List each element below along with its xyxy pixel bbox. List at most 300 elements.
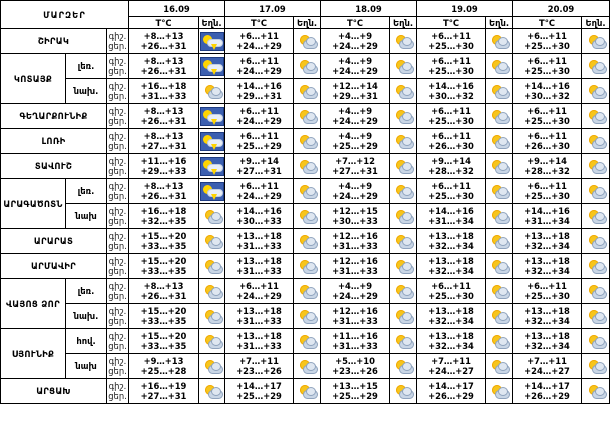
- time-of-day-labels: [107, 29, 129, 54]
- weather-icon-cell: [199, 104, 225, 129]
- time-of-day-labels: [107, 179, 129, 204]
- weather-icon-cell: [294, 329, 321, 354]
- region-name: ՍՅՈՒՆԻՔ: [1, 329, 66, 379]
- night-label: գիշ.: [108, 206, 127, 216]
- date-header: 17.09: [225, 1, 321, 17]
- partly-cloudy-icon: [586, 183, 606, 199]
- region-name: ԱՐՄԱՎԻՐ: [1, 254, 107, 279]
- day-temperature: +30…+33: [332, 216, 378, 226]
- partly-cloudy-icon: [489, 158, 509, 174]
- day-label: ցեր.: [108, 166, 127, 176]
- partly-cloudy-icon: [586, 383, 606, 399]
- night-temperature: +14…+17: [428, 381, 474, 391]
- time-of-day-labels: [107, 229, 129, 254]
- day-temperature: +25…+29: [236, 391, 282, 401]
- weather-icon-cell: [294, 379, 321, 404]
- temperature-column-header: T°C: [513, 17, 582, 29]
- day-temperature: +26…+31: [140, 41, 187, 51]
- partly-cloudy-icon: [489, 33, 509, 49]
- night-temperature: +13…+18: [524, 331, 570, 341]
- day-temperature: +25…+30: [524, 41, 570, 51]
- night-temperature: +11…+16: [140, 156, 187, 166]
- day-temperature: +25…+30: [428, 66, 474, 76]
- day-temperature: +25…+30: [428, 41, 474, 51]
- night-temperature: +12…+16: [332, 256, 378, 266]
- day-temperature: +32…+34: [524, 266, 570, 276]
- region-name: ԱՐՑԱԽ: [1, 379, 107, 404]
- night-temperature: +4…+9: [337, 56, 373, 66]
- temperature-column-header: T°C: [417, 17, 486, 29]
- day-temperature: +24…+29: [332, 66, 378, 76]
- weather-icon-cell: [486, 154, 513, 179]
- temperature-cell: [513, 179, 582, 204]
- night-temperature: +8…+13: [143, 31, 184, 41]
- day-temperature: +25…+30: [524, 191, 570, 201]
- weather-icon-cell: [582, 54, 610, 79]
- day-temperature: +31…+33: [332, 241, 378, 251]
- temperature-cell: [513, 279, 582, 304]
- night-temperature: +13…+18: [236, 331, 282, 341]
- partly-cloudy-icon: [489, 108, 509, 124]
- temperature-cell: [225, 354, 294, 379]
- partly-cloudy-icon: [489, 183, 509, 199]
- region-name: ՎԱՅՈՑ ՁՈՐ: [1, 279, 66, 329]
- night-temperature: +7…+12: [335, 156, 375, 166]
- subregion-label: նախ.: [66, 79, 107, 104]
- partly-cloudy-icon: [489, 383, 509, 399]
- night-temperature: +5…+10: [335, 356, 375, 366]
- day-temperature: +31…+33: [140, 91, 187, 101]
- weather-column-header: Եղն.: [294, 17, 321, 29]
- weather-column-header: Եղն.: [199, 17, 225, 29]
- partly-cloudy-icon: [202, 283, 222, 299]
- forecast-row: [1, 379, 610, 404]
- weather-column-header: Եղն.: [582, 17, 610, 29]
- day-temperature: +32…+34: [524, 316, 570, 326]
- weather-icon-cell: [294, 29, 321, 54]
- partly-cloudy-icon: [297, 333, 317, 349]
- temperature-cell: [129, 54, 199, 79]
- partly-cloudy-icon: [297, 308, 317, 324]
- weather-icon-cell: [390, 254, 417, 279]
- weather-icon-cell: [199, 254, 225, 279]
- night-temperature: +6…+11: [527, 281, 567, 291]
- partly-cloudy-icon: [393, 33, 413, 49]
- night-temperature: +13…+18: [428, 231, 474, 241]
- night-temperature: +6…+11: [239, 181, 279, 191]
- temperature-cell: [513, 29, 582, 54]
- day-temperature: +26…+31: [140, 291, 187, 301]
- partly-cloudy-icon: [489, 58, 509, 74]
- weather-icon-cell: [294, 354, 321, 379]
- night-temperature: +6…+11: [527, 31, 567, 41]
- partly-cloudy-icon: [489, 233, 509, 249]
- temperature-cell: [321, 179, 390, 204]
- night-temperature: +4…+9: [337, 106, 373, 116]
- subregion-label: լեռ.: [66, 279, 107, 304]
- weather-icon-cell: [486, 329, 513, 354]
- weather-icon-cell: [390, 304, 417, 329]
- day-temperature: +25…+29: [236, 141, 282, 151]
- subregion-label: նախ: [66, 354, 107, 379]
- region-name: ԼՈՌԻ: [1, 129, 107, 154]
- night-temperature: +6…+11: [239, 106, 279, 116]
- temperature-cell: [321, 129, 390, 154]
- weather-icon-cell: [294, 229, 321, 254]
- partly-cloudy-icon: [489, 258, 509, 274]
- temperature-cell: [225, 304, 294, 329]
- night-temperature: +13…+18: [524, 231, 570, 241]
- day-temperature: +31…+34: [524, 216, 570, 226]
- day-temperature: +26…+31: [140, 191, 187, 201]
- weather-icon-cell: [199, 229, 225, 254]
- day-temperature: +24…+29: [332, 291, 378, 301]
- night-temperature: +13…+18: [236, 256, 282, 266]
- temperature-cell: [513, 104, 582, 129]
- time-of-day-labels: [107, 129, 129, 154]
- day-temperature: +26…+29: [524, 391, 570, 401]
- weather-icon-cell: [582, 229, 610, 254]
- weather-icon-cell: [390, 354, 417, 379]
- time-of-day-labels: [107, 379, 129, 404]
- weather-icon-cell: [390, 279, 417, 304]
- day-temperature: +32…+34: [428, 241, 474, 251]
- night-temperature: +9…+14: [239, 156, 279, 166]
- day-temperature: +32…+34: [524, 341, 570, 351]
- weather-icon-cell: [199, 379, 225, 404]
- day-temperature: +31…+33: [332, 316, 378, 326]
- weather-icon-cell: [582, 279, 610, 304]
- partly-cloudy-icon: [202, 83, 222, 99]
- time-of-day-labels: [107, 204, 129, 229]
- night-temperature: +14…+17: [236, 381, 282, 391]
- region-name: ԿՈՏԱՅՔ: [1, 54, 66, 104]
- temperature-cell: [225, 379, 294, 404]
- temperature-cell: [513, 379, 582, 404]
- partly-cloudy-icon: [297, 133, 317, 149]
- partly-cloudy-icon: [393, 108, 413, 124]
- day-temperature: +24…+29: [236, 191, 282, 201]
- weather-icon-cell: [582, 29, 610, 54]
- weather-icon-cell: [486, 29, 513, 54]
- temperature-cell: [321, 354, 390, 379]
- forecast-row: [1, 354, 610, 379]
- day-temperature: +24…+27: [428, 366, 474, 376]
- temperature-cell: [321, 104, 390, 129]
- day-temperature: +24…+29: [332, 116, 378, 126]
- temperature-cell: [225, 179, 294, 204]
- day-temperature: +31…+34: [428, 216, 474, 226]
- region-name: ԳԵՂԱՐՔՈՒՆԻՔ: [1, 104, 107, 129]
- weather-icon-cell: [390, 154, 417, 179]
- temperature-cell: [513, 329, 582, 354]
- temperature-cell: [129, 254, 199, 279]
- partly-cloudy-icon: [297, 108, 317, 124]
- night-temperature: +12…+15: [332, 206, 378, 216]
- weather-icon-cell: [199, 204, 225, 229]
- day-label: ցեր.: [108, 191, 127, 201]
- weather-icon-cell: [582, 79, 610, 104]
- weather-icon-cell: [390, 129, 417, 154]
- date-header: 19.09: [417, 1, 513, 17]
- partly-cloudy-icon: [393, 208, 413, 224]
- weather-icon-cell: [390, 179, 417, 204]
- partly-cloudy-icon: [393, 183, 413, 199]
- temperature-cell: [129, 29, 199, 54]
- day-temperature: +31…+33: [236, 241, 282, 251]
- weather-icon-cell: [486, 129, 513, 154]
- temperature-cell: [225, 79, 294, 104]
- subregion-label: լեռ.: [66, 54, 107, 79]
- region-name: ՏԱՎՈՒՇ: [1, 154, 107, 179]
- partly-cloudy-icon: [586, 83, 606, 99]
- weather-icon-cell: [199, 329, 225, 354]
- temperature-cell: [513, 79, 582, 104]
- partly-cloudy-icon: [489, 208, 509, 224]
- partly-cloudy-icon: [393, 258, 413, 274]
- partly-cloudy-icon: [202, 233, 222, 249]
- weather-icon-cell: [582, 129, 610, 154]
- night-temperature: +4…+9: [337, 31, 373, 41]
- day-temperature: +24…+29: [236, 116, 282, 126]
- partly-cloudy-icon: [489, 333, 509, 349]
- temperature-cell: [129, 154, 199, 179]
- forecast-row: [1, 279, 610, 304]
- weather-icon-cell: [390, 329, 417, 354]
- forecast-row: [1, 54, 610, 79]
- weather-icon-cell: [199, 129, 225, 154]
- night-temperature: +7…+11: [431, 356, 471, 366]
- partly-cloudy-icon: [393, 333, 413, 349]
- time-of-day-labels: [107, 79, 129, 104]
- forecast-row: [1, 179, 610, 204]
- weather-icon-cell: [390, 104, 417, 129]
- storm-icon: [200, 57, 224, 76]
- temperature-cell: [129, 204, 199, 229]
- forecast-row: [1, 254, 610, 279]
- night-temperature: +13…+18: [428, 331, 474, 341]
- date-header: 20.09: [513, 1, 610, 17]
- day-temperature: +25…+30: [428, 291, 474, 301]
- temperature-cell: [225, 54, 294, 79]
- weather-icon-cell: [294, 254, 321, 279]
- temperature-cell: [225, 204, 294, 229]
- partly-cloudy-icon: [586, 208, 606, 224]
- day-temperature: +25…+29: [332, 391, 378, 401]
- partly-cloudy-icon: [297, 58, 317, 74]
- partly-cloudy-icon: [489, 83, 509, 99]
- weather-icon-cell: [199, 179, 225, 204]
- weather-icon-cell: [294, 279, 321, 304]
- temperature-column-header: T°C: [129, 17, 199, 29]
- day-temperature: +26…+30: [524, 141, 570, 151]
- weather-icon-cell: [199, 279, 225, 304]
- day-temperature: +32…+34: [524, 241, 570, 251]
- weather-icon-cell: [390, 229, 417, 254]
- night-temperature: +14…+17: [524, 381, 570, 391]
- day-label: ցեր.: [108, 341, 127, 351]
- day-temperature: +24…+29: [236, 41, 282, 51]
- time-of-day-labels: [107, 254, 129, 279]
- temperature-cell: [321, 29, 390, 54]
- weather-icon-cell: [486, 104, 513, 129]
- partly-cloudy-icon: [586, 158, 606, 174]
- storm-icon: [200, 182, 224, 201]
- time-of-day-labels: [107, 279, 129, 304]
- forecast-row: [1, 154, 610, 179]
- partly-cloudy-icon: [489, 133, 509, 149]
- date-header: 16.09: [129, 1, 225, 17]
- night-temperature: +14…+16: [428, 206, 474, 216]
- day-temperature: +25…+30: [524, 291, 570, 301]
- day-temperature: +24…+29: [332, 191, 378, 201]
- night-temperature: +13…+15: [332, 381, 378, 391]
- day-temperature: +24…+29: [236, 291, 282, 301]
- weather-icon-cell: [582, 254, 610, 279]
- day-temperature: +26…+29: [428, 391, 474, 401]
- night-temperature: +6…+11: [431, 181, 471, 191]
- weather-icon-cell: [486, 54, 513, 79]
- weather-icon-cell: [294, 79, 321, 104]
- day-label: ցեր.: [108, 216, 127, 226]
- temperature-cell: [225, 104, 294, 129]
- weather-column-header: Եղն.: [390, 17, 417, 29]
- weather-icon-cell: [486, 379, 513, 404]
- temperature-cell: [513, 54, 582, 79]
- date-header-row: [1, 1, 610, 17]
- forecast-row: [1, 129, 610, 154]
- day-temperature: +33…+35: [140, 316, 187, 326]
- storm-icon: [200, 107, 224, 126]
- forecast-row: [1, 79, 610, 104]
- weather-icon-cell: [390, 204, 417, 229]
- day-temperature: +25…+30: [524, 116, 570, 126]
- night-temperature: +6…+11: [527, 181, 567, 191]
- partly-cloudy-icon: [297, 158, 317, 174]
- partly-cloudy-icon: [393, 283, 413, 299]
- night-temperature: +16…+18: [140, 206, 187, 216]
- weather-icon-cell: [199, 154, 225, 179]
- partly-cloudy-icon: [202, 258, 222, 274]
- temperature-cell: [225, 329, 294, 354]
- subregion-label: լեռ.: [66, 179, 107, 204]
- weather-icon-cell: [199, 79, 225, 104]
- temperature-cell: [129, 379, 199, 404]
- weather-icon-cell: [390, 29, 417, 54]
- night-temperature: +11…+16: [332, 331, 378, 341]
- weather-icon-cell: [294, 104, 321, 129]
- night-label: գիշ.: [108, 331, 127, 341]
- temperature-cell: [417, 354, 486, 379]
- time-of-day-labels: [107, 329, 129, 354]
- temperature-column-header: T°C: [225, 17, 294, 29]
- day-temperature: +27…+31: [140, 391, 187, 401]
- night-temperature: +9…+14: [431, 156, 471, 166]
- temperature-cell: [225, 29, 294, 54]
- temperature-cell: [321, 329, 390, 354]
- day-temperature: +31…+33: [332, 266, 378, 276]
- weather-icon-cell: [486, 279, 513, 304]
- day-temperature: +29…+33: [140, 166, 187, 176]
- partly-cloudy-icon: [393, 83, 413, 99]
- night-temperature: +14…+16: [236, 81, 282, 91]
- night-temperature: +16…+19: [140, 381, 187, 391]
- night-temperature: +6…+11: [431, 131, 471, 141]
- partly-cloudy-icon: [393, 383, 413, 399]
- day-label: ցեր.: [108, 66, 127, 76]
- temperature-cell: [417, 79, 486, 104]
- weather-icon-cell: [486, 354, 513, 379]
- night-temperature: +6…+11: [431, 31, 471, 41]
- temperature-cell: [129, 354, 199, 379]
- day-label: ցեր.: [108, 241, 127, 251]
- weather-icon-cell: [486, 229, 513, 254]
- temperature-cell: [417, 304, 486, 329]
- partly-cloudy-icon: [297, 258, 317, 274]
- night-label: գիշ.: [108, 256, 127, 266]
- night-temperature: +8…+13: [143, 56, 184, 66]
- temperature-cell: [513, 204, 582, 229]
- day-temperature: +27…+31: [236, 166, 282, 176]
- night-temperature: +7…+11: [527, 356, 567, 366]
- partly-cloudy-icon: [393, 58, 413, 74]
- day-temperature: +31…+33: [236, 341, 282, 351]
- weather-icon-cell: [486, 204, 513, 229]
- partly-cloudy-icon: [489, 308, 509, 324]
- day-label: ցեր.: [108, 391, 127, 401]
- night-temperature: +6…+11: [239, 56, 279, 66]
- partly-cloudy-icon: [393, 358, 413, 374]
- forecast-row: [1, 304, 610, 329]
- temperature-cell: [129, 329, 199, 354]
- temperature-cell: [225, 154, 294, 179]
- weather-icon-cell: [199, 54, 225, 79]
- day-temperature: +33…+35: [140, 241, 187, 251]
- night-label: գիշ.: [108, 106, 127, 116]
- day-temperature: +30…+32: [524, 91, 570, 101]
- temperature-cell: [417, 104, 486, 129]
- time-of-day-labels: [107, 54, 129, 79]
- partly-cloudy-icon: [586, 33, 606, 49]
- weather-icon-cell: [390, 79, 417, 104]
- day-temperature: +24…+29: [236, 66, 282, 76]
- night-temperature: +15…+20: [140, 331, 187, 341]
- temperature-cell: [321, 229, 390, 254]
- temperature-cell: [321, 79, 390, 104]
- night-temperature: +9…+13: [143, 356, 184, 366]
- temperature-cell: [129, 304, 199, 329]
- day-temperature: +31…+33: [236, 316, 282, 326]
- night-label: գիշ.: [108, 281, 127, 291]
- temperature-cell: [129, 79, 199, 104]
- day-temperature: +23…+26: [236, 366, 282, 376]
- night-temperature: +4…+9: [337, 281, 373, 291]
- time-of-day-labels: [107, 304, 129, 329]
- weather-icon-cell: [294, 154, 321, 179]
- partly-cloudy-icon: [586, 283, 606, 299]
- night-temperature: +14…+16: [236, 206, 282, 216]
- night-temperature: +6…+11: [527, 131, 567, 141]
- forecast-row: [1, 29, 610, 54]
- weather-icon-cell: [486, 79, 513, 104]
- night-temperature: +4…+9: [337, 131, 373, 141]
- day-temperature: +33…+35: [140, 341, 187, 351]
- weather-column-header: Եղն.: [486, 17, 513, 29]
- day-temperature: +29…+31: [236, 91, 282, 101]
- partly-cloudy-icon: [586, 133, 606, 149]
- day-temperature: +27…+31: [140, 141, 187, 151]
- partly-cloudy-icon: [202, 358, 222, 374]
